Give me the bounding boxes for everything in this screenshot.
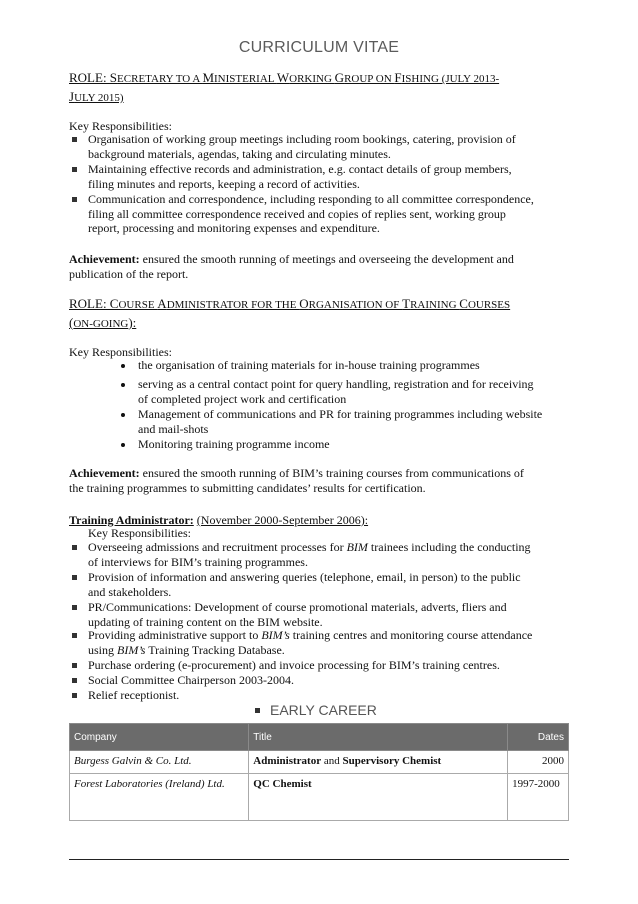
square-bullet-icon bbox=[72, 633, 77, 638]
column-header-title: Title bbox=[249, 724, 508, 751]
square-bullet-icon bbox=[72, 167, 77, 172]
column-header-company: Company bbox=[70, 724, 249, 751]
bullet-dot-icon bbox=[121, 413, 125, 417]
list-item: Providing administrative support to BIM’s training centres and monitoring course attendance using BIM’s Training Tracking Database. bbox=[88, 628, 533, 657]
square-bullet-icon bbox=[72, 605, 77, 610]
early-career-table bbox=[69, 723, 569, 821]
square-bullet-icon bbox=[72, 197, 77, 202]
square-bullet-icon bbox=[72, 575, 77, 580]
title-cell: Administrator and Supervisory Chemist bbox=[249, 751, 508, 774]
key-responsibilities-label: Key Responsibilities: bbox=[88, 526, 191, 540]
company-cell: Forest Laboratories (Ireland) Ltd. bbox=[70, 774, 249, 821]
list-item: Monitoring training programme income bbox=[138, 437, 330, 451]
column-header-dates: Dates bbox=[508, 724, 569, 751]
list-item: Maintaining effective records and administration, e.g. contact details of group members, filing minutes and reports, keeping a record of activities. bbox=[88, 162, 512, 191]
bullet-dot-icon bbox=[121, 383, 125, 387]
achievement-text: Achievement: ensured the smooth running of meetings and overseeing the development and publication of the report. bbox=[69, 252, 514, 281]
role-heading-secretary: ROLE: SECRETARY TO A MINISTERIAL WORKING GROUP ON FISHING (JULY 2013- JULY 2015) bbox=[69, 70, 500, 104]
list-item: Overseeing admissions and recruitment processes for BIM trainees including the conducting of interviews for BIM’s training programmes. bbox=[88, 540, 531, 569]
list-item: Communication and correspondence, including responding to all committee correspondence, filing all committee correspondence received and copies of replies sent, working group report, processing and monitoring expenses and expenditure. bbox=[88, 192, 534, 235]
table-header-row bbox=[70, 724, 569, 751]
square-bullet-icon bbox=[72, 137, 77, 142]
list-item: Social Committee Chairperson 2003-2004. bbox=[88, 673, 294, 687]
square-bullet-icon bbox=[255, 708, 260, 713]
bullet-dot-icon bbox=[121, 364, 125, 368]
role-heading-course-administrator: ROLE: COURSE ADMINISTRATOR FOR THE ORGANISATION OF TRAINING COURSES (ON-GOING): bbox=[69, 296, 511, 330]
key-responsibilities-label: Key Responsibilities: bbox=[69, 345, 172, 359]
title-cell: QC Chemist bbox=[249, 774, 508, 821]
company-cell: Burgess Galvin & Co. Ltd. bbox=[70, 751, 249, 774]
square-bullet-icon bbox=[72, 545, 77, 550]
list-item: Organisation of working group meetings including room bookings, catering, provision of background materials, agendas, taking and circulating minutes. bbox=[88, 132, 516, 161]
role-heading-training-administrator: Training Administrator: (November 2000-September 2006): bbox=[69, 513, 369, 527]
table-row bbox=[70, 774, 569, 821]
square-bullet-icon bbox=[72, 678, 77, 683]
list-item: PR/Communications: Development of course promotional materials, adverts, fliers and updating of training content on the BIM website. bbox=[88, 600, 507, 629]
list-item: serving as a central contact point for query handling, registration and for receiving of completed project work and certification bbox=[138, 377, 534, 406]
dates-cell: 2000 bbox=[508, 751, 569, 774]
document-title: CURRICULUM VITAE bbox=[238, 39, 400, 56]
bullet-dot-icon bbox=[121, 443, 125, 447]
list-item: Provision of information and answering queries (telephone, email, in person) to the public and stakeholders. bbox=[88, 570, 521, 599]
key-responsibilities-label: Key Responsibilities: bbox=[69, 119, 172, 133]
square-bullet-icon bbox=[72, 663, 77, 668]
square-bullet-icon bbox=[72, 693, 77, 698]
section-heading-early-career: EARLY CAREER bbox=[270, 702, 377, 718]
list-item: Relief receptionist. bbox=[88, 688, 180, 702]
list-item: Purchase ordering (e-procurement) and invoice processing for BIM’s training centres. bbox=[88, 658, 500, 672]
achievement-text: Achievement: ensured the smooth running of BIM’s training courses from communications of the training programmes to submitting candidates’ results for certification. bbox=[69, 466, 524, 495]
footer-divider bbox=[69, 859, 569, 860]
list-item: Management of communications and PR for training programmes including website and mail-shots bbox=[138, 407, 543, 436]
table-row bbox=[70, 751, 569, 774]
dates-cell: 1997-2000 bbox=[508, 774, 569, 821]
list-item: the organisation of training materials for in-house training programmes bbox=[138, 358, 480, 372]
